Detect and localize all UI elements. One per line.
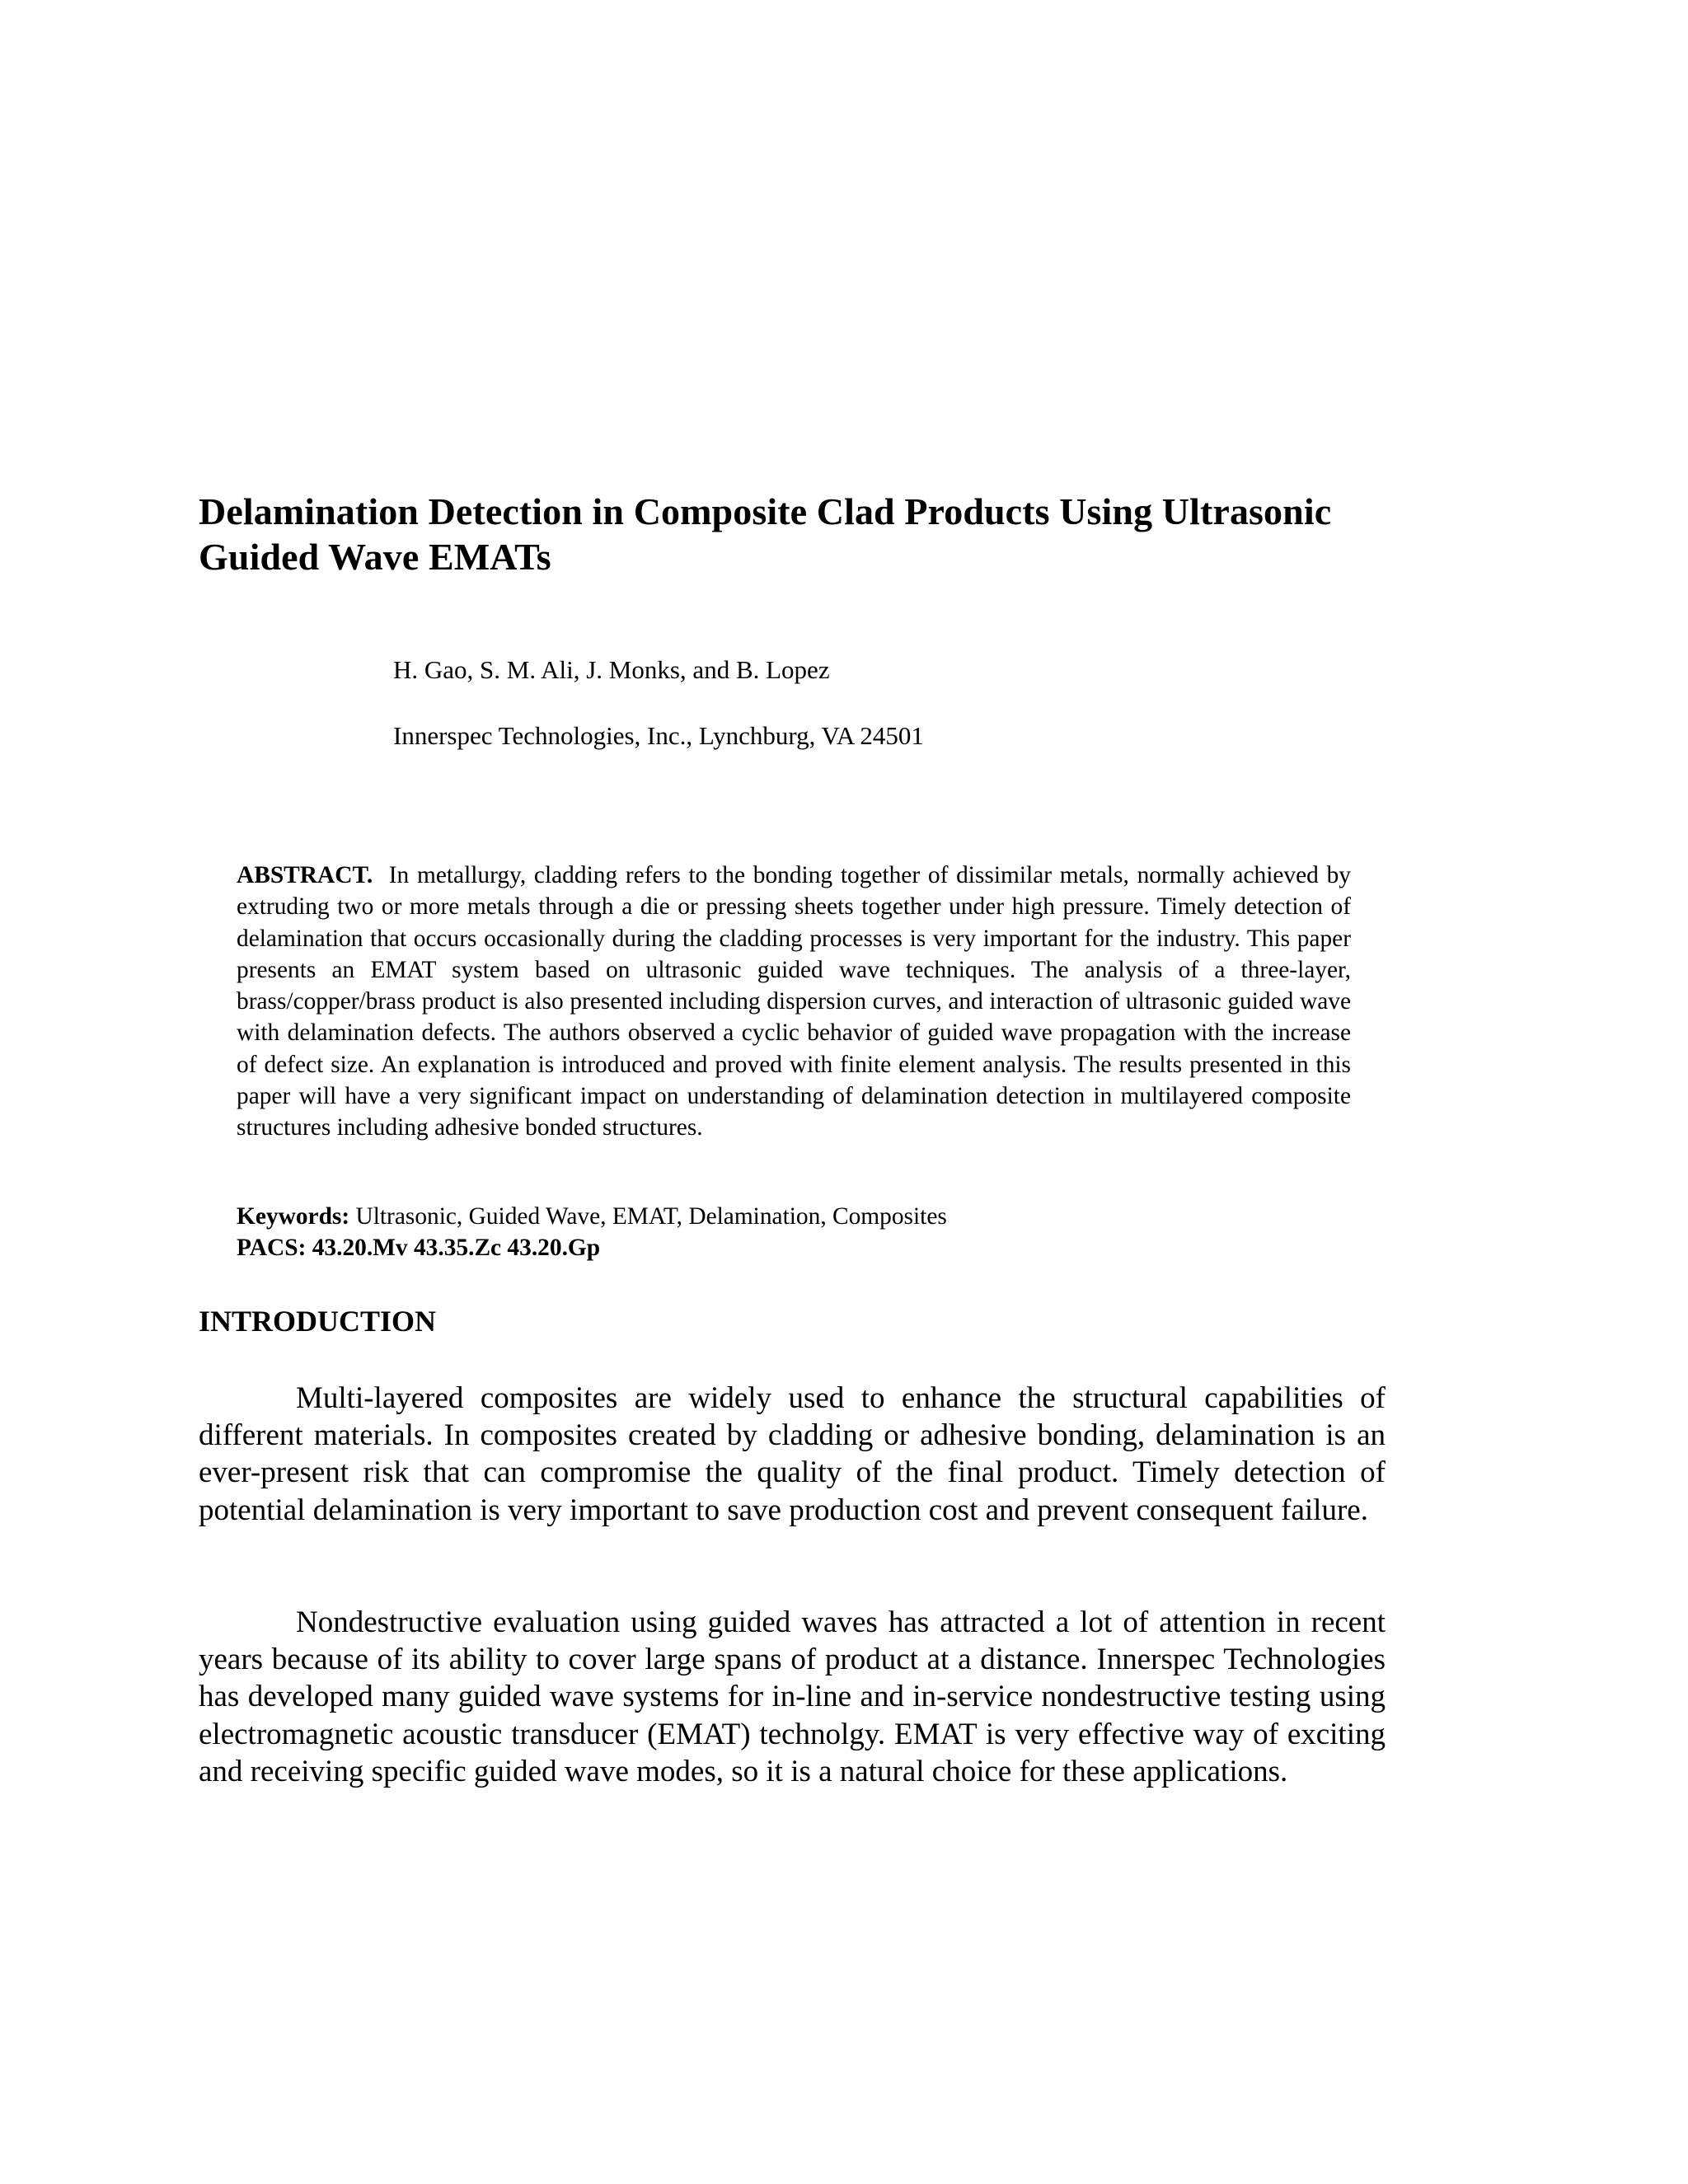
keywords-text: Ultrasonic, Guided Wave, EMAT, Delamination, Composites <box>355 1203 947 1230</box>
keywords <box>237 1201 1351 1232</box>
abstract-label: ABSTRACT. <box>237 862 373 888</box>
paper-title: Delamination Detection in Composite Clad Products Using Ultrasonic Guided Wave EMATs <box>199 490 1332 578</box>
keywords-label: Keywords: <box>237 1203 350 1230</box>
section-heading-introduction: INTRODUCTION <box>199 1305 437 1338</box>
affiliation: Innerspec Technologies, Inc., Lynchburg, VA 24501 <box>393 721 924 750</box>
author-list: H. Gao, S. M. Ali, J. Monks, and B. Lopez <box>393 655 830 684</box>
abstract <box>237 860 1351 1144</box>
pacs-codes: PACS: 43.20.Mv 43.35.Zc 43.20.Gp <box>237 1235 601 1261</box>
body-paragraph: Nondestructive evaluation using guided waves has attracted a lot of attention in recent years because of its ability to cover large spans of product at a distance. Innerspec Technologies has developed many guided wave systems for in-line and in-service nondestructive testing using electromagnetic acoustic transducer (EMAT) technolgy. EMAT is very effective way of exciting and receiving specific guided wave modes, so it is a natural choice for these applications. <box>199 1605 1386 1788</box>
body-paragraph: Multi-layered composites are widely used to enhance the structural capabilities of different materials. In composites created by cladding or adhesive bonding, delamination is an ever-present risk that can compromise the quality of the final product. Timely detection of potential delamination is very important to save production cost and prevent consequent failure. <box>199 1381 1386 1527</box>
abstract-text: In metallurgy, cladding refers to the bonding together of dissimilar metals, normally achieved by extruding two or more metals through a die or pressing sheets together under high pressure. Timely detection of delamination that occurs occasionally during the cladding processes is very important for the industry. This paper presents an EMAT system based on ultrasonic guided wave techniques. The analysis of a three-layer, brass/copper/brass product is also presented including dispersion curves, and interaction of ultrasonic guided wave with delamination defects. The authors observed a cyclic behavior of guided wave propagation with the increase of defect size. An explanation is introduced and proved with finite element analysis. The results presented in this paper will have a very significant impact on understanding of delamination detection in multilayered composite structures including adhesive bonded structures. <box>237 862 1351 1141</box>
